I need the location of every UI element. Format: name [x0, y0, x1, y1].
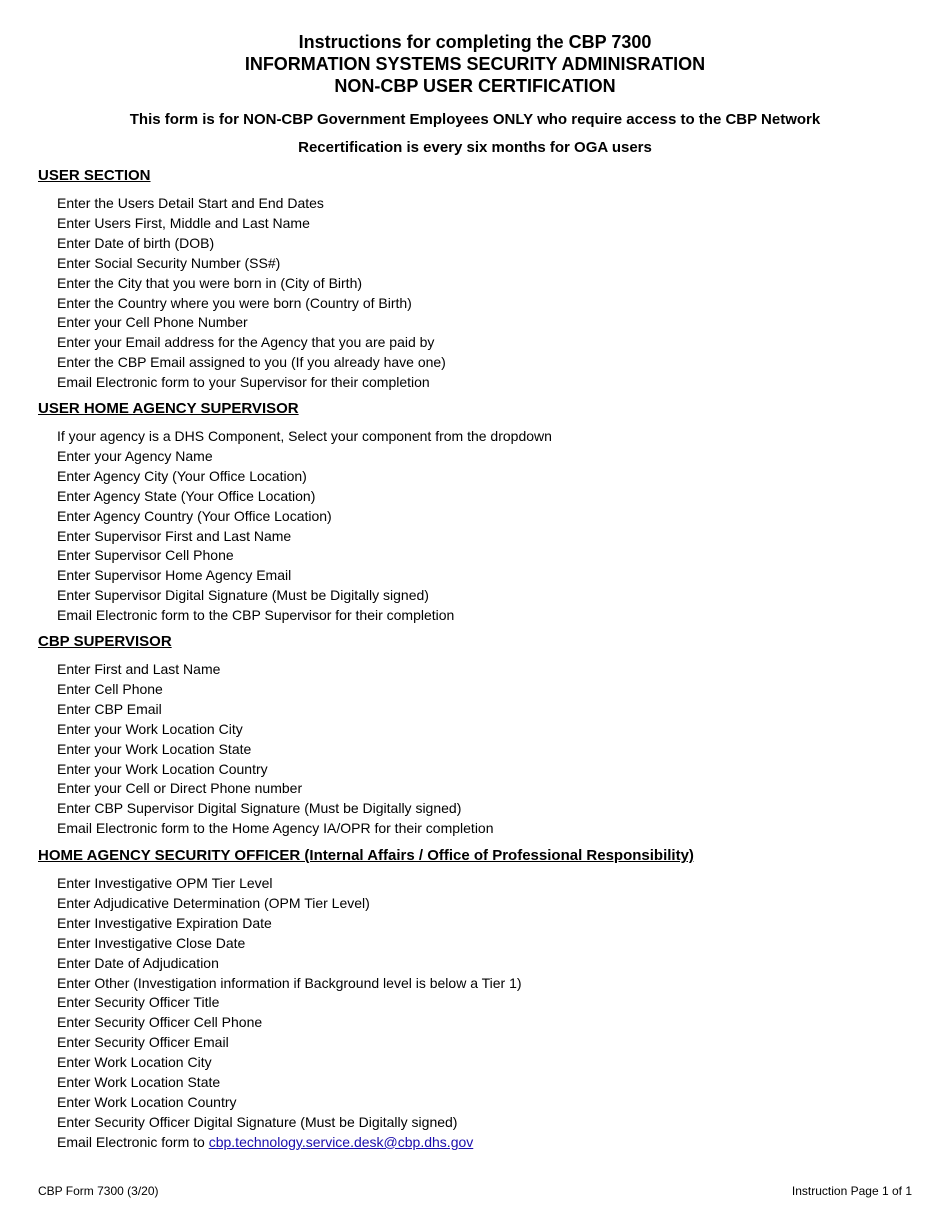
home-agency-supervisor-section: [38, 400, 918, 626]
title-line: Instructions for completing the CBP 7300: [298, 32, 652, 52]
recertification-notice: Recertification is every six months for OGA users: [298, 139, 652, 156]
list-item: Enter the Users Detail Start and End Dates: [57, 195, 324, 211]
eligibility-notice: This form is for NON-CBP Government Employees ONLY who require access to the CBP Network: [129, 111, 821, 128]
list-item: Enter Cell Phone: [57, 680, 163, 697]
list-item: Enter Security Officer Title: [57, 994, 220, 1011]
list-item: Enter Investigative OPM Tier Level: [57, 875, 273, 891]
service-desk-email-link[interactable]: cbp.technology.service.desk@cbp.dhs.gov: [208, 1133, 474, 1150]
list-item: Enter Date of Adjudication: [57, 954, 219, 971]
list-item: Enter your Cell Phone Number: [57, 314, 248, 331]
section-heading: USER HOME AGENCY SUPERVISOR: [38, 400, 299, 417]
document-title: [0, 31, 950, 97]
list-item: Enter Other (Investigation information if Background level is below a Tier 1): [57, 974, 522, 991]
security-officer-section: [38, 847, 918, 1153]
list-item: Email Electronic form to the Home Agency IA/OPR for their completion: [57, 820, 494, 837]
instruction-list: [57, 660, 918, 839]
list-item: Enter Adjudicative Determination (OPM Tier Level): [57, 894, 370, 911]
list-item: Enter Work Location Country: [57, 1093, 237, 1110]
list-item: Enter Work Location State: [57, 1074, 221, 1091]
list-item: Enter CBP Supervisor Digital Signature (Must be Digitally signed): [57, 800, 462, 817]
list-item: Enter Investigative Close Date: [57, 934, 246, 951]
list-item: Enter Agency State (Your Office Location): [57, 487, 316, 504]
section-heading: CBP SUPERVISOR: [38, 633, 172, 650]
list-item: Enter Users First, Middle and Last Name: [57, 214, 310, 231]
list-item: Enter Social Security Number (SS#): [57, 254, 281, 271]
list-item: Enter the Country where you were born (Country of Birth): [57, 294, 412, 311]
instruction-list: [57, 874, 918, 1153]
list-item: If your agency is a DHS Component, Select your component from the dropdown: [57, 428, 552, 444]
page-indicator: Instruction Page 1 of 1: [791, 1184, 912, 1198]
list-item: Email Electronic form to the CBP Supervisor for their completion: [57, 607, 455, 624]
list-item: Enter the City that you were born in (City of Birth): [57, 274, 363, 291]
list-item: Enter Work Location City: [57, 1054, 212, 1071]
email-instruction-text: Email Electronic form to: [57, 1133, 209, 1150]
list-item: Enter Supervisor First and Last Name: [57, 527, 292, 544]
list-item: Enter Investigative Expiration Date: [57, 914, 272, 931]
list-item: Enter First and Last Name: [57, 661, 221, 677]
instruction-list: [57, 194, 918, 393]
title-line: INFORMATION SYSTEMS SECURITY ADMINISRATION: [244, 54, 706, 74]
list-item: Enter Agency City (Your Office Location): [57, 467, 307, 484]
list-item: Enter CBP Email: [57, 700, 162, 717]
user-section: [38, 167, 918, 393]
list-item: Enter Security Officer Cell Phone: [57, 1014, 263, 1031]
form-number: CBP Form 7300 (3/20): [38, 1184, 159, 1198]
list-item: Enter your Email address for the Agency that you are paid by: [57, 334, 435, 351]
list-item: Enter the CBP Email assigned to you (If you already have one): [57, 354, 446, 371]
list-item: Enter your Cell or Direct Phone number: [57, 780, 303, 797]
list-item: Enter Security Officer Email: [57, 1034, 229, 1051]
list-item: Enter your Work Location City: [57, 720, 243, 737]
cbp-supervisor-section: [38, 633, 918, 839]
list-item: Enter Supervisor Home Agency Email: [57, 567, 292, 584]
title-line: NON-CBP USER CERTIFICATION: [334, 76, 616, 96]
section-heading: HOME AGENCY SECURITY OFFICER (Internal Affairs / Office of Professional Responsibility): [38, 847, 694, 864]
list-item: Enter Agency Country (Your Office Location): [57, 507, 332, 524]
list-item: Enter Supervisor Cell Phone: [57, 547, 234, 564]
list-item: Enter Supervisor Digital Signature (Must be Digitally signed): [57, 587, 429, 604]
list-item: Enter your Work Location Country: [57, 760, 268, 777]
list-item: Email Electronic form to your Supervisor for their completion: [57, 374, 430, 391]
list-item: Enter Date of birth (DOB): [57, 234, 215, 251]
list-item: Enter your Work Location State: [57, 740, 252, 757]
list-item: Enter Security Officer Digital Signature (Must be Digitally signed): [57, 1113, 458, 1130]
list-item: Enter your Agency Name: [57, 447, 213, 464]
section-heading: USER SECTION: [38, 167, 151, 184]
final-email-item: [57, 1133, 918, 1153]
instruction-list: [57, 427, 918, 626]
